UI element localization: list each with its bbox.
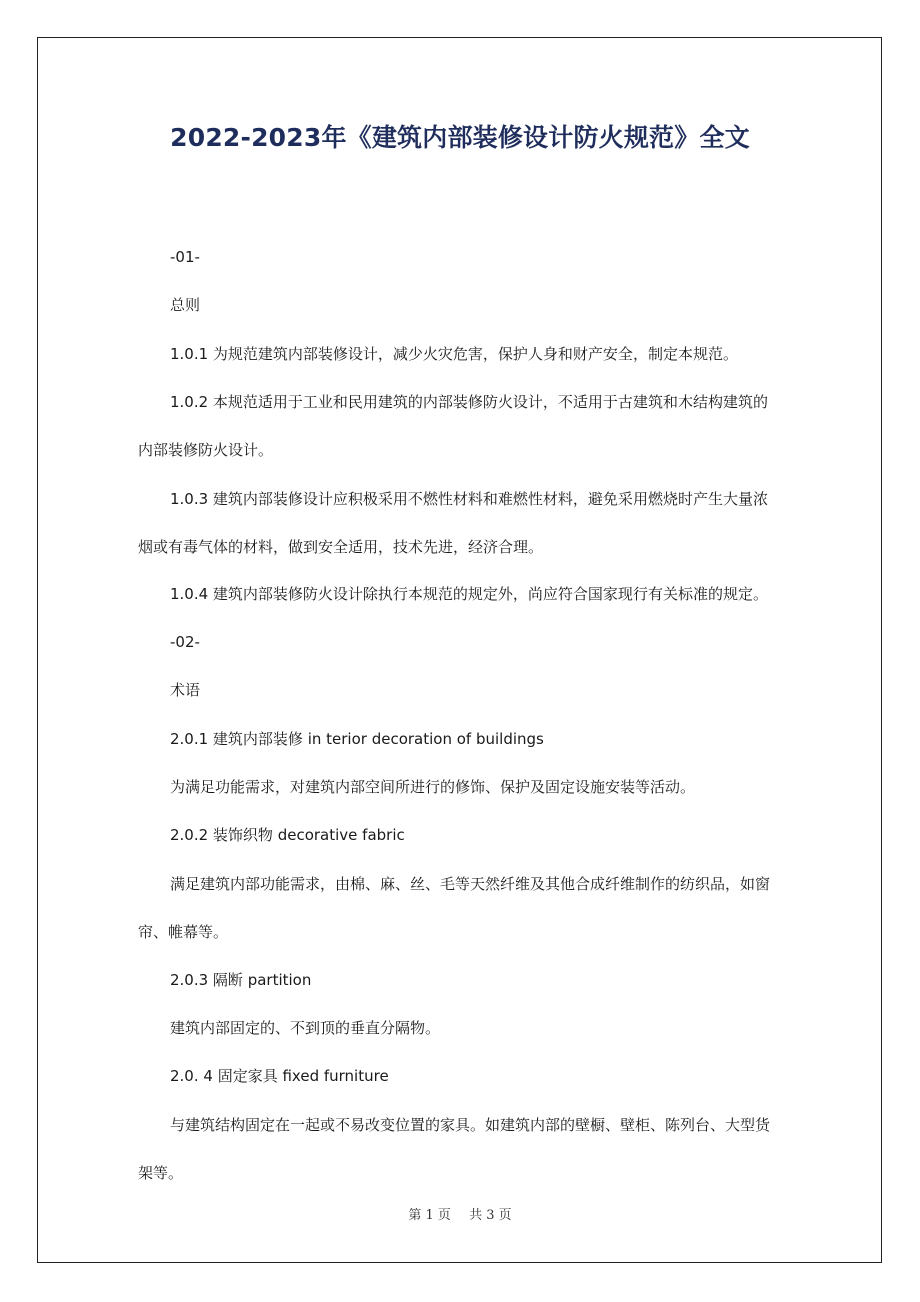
page-total: 共 3 页: [469, 1208, 512, 1223]
term-heading: 2.0.2 装饰织物 decorative fabric: [170, 826, 405, 844]
clause-text: 1.0.3 建筑内部装修设计应积极采用不燃性材料和难燃性材料，避免采用燃烧时产生大量浓: [170, 490, 768, 508]
definition-2-0-2: [138, 860, 788, 956]
clause-text-continued: 烟或有毒气体的材料，做到安全适用，技术先进，经济合理。: [138, 538, 544, 556]
term-2-0-4: [138, 1052, 788, 1100]
term-heading: 2.0.3 隔断 partition: [170, 971, 312, 989]
definition-text-continued: 帘、帷幕等。: [138, 923, 229, 941]
clause-1-0-3: [138, 475, 788, 571]
clause-1-0-1: [138, 330, 788, 378]
term-heading: 2.0. 4 固定家具 fixed furniture: [170, 1067, 389, 1085]
section-title: 术语: [170, 681, 201, 699]
definition-2-0-3: [138, 1004, 788, 1052]
clause-text: 1.0.2 本规范适用于工业和民用建筑的内部装修防火设计，不适用于古建筑和木结构建筑的: [170, 393, 768, 411]
clause-1-0-2: [138, 378, 788, 474]
section-heading-01: [138, 233, 788, 281]
section-number: -02-: [170, 633, 200, 651]
term-heading: 2.0.1 建筑内部装修 in terior decoration of buildings: [170, 730, 544, 748]
clause-1-0-4: [138, 570, 788, 618]
section-title: 总则: [170, 296, 201, 314]
definition-text: 建筑内部固定的、不到顶的垂直分隔物。: [170, 1019, 441, 1037]
definition-text: 为满足功能需求，对建筑内部空间所进行的修饰、保护及固定设施安装等活动。: [170, 778, 696, 796]
document-title: 2022-2023年《建筑内部装修设计防火规范》全文: [170, 123, 750, 152]
clause-text-continued: 内部装修防火设计。: [138, 441, 274, 459]
page-footer: [0, 1204, 920, 1223]
term-2-0-2: [138, 811, 788, 859]
definition-2-0-1: [138, 763, 788, 811]
definition-text: 满足建筑内部功能需求，由棉、麻、丝、毛等天然纤维及其他合成纤维制作的纺织品，如窗: [170, 875, 771, 893]
term-2-0-1: [138, 715, 788, 763]
definition-text: 与建筑结构固定在一起或不易改变位置的家具。如建筑内部的壁橱、壁柜、陈列台、大型货: [170, 1116, 771, 1134]
term-2-0-3: [138, 956, 788, 1004]
clause-text: 1.0.4 建筑内部装修防火设计除执行本规范的规定外，尚应符合国家现行有关标准的规定。: [170, 585, 768, 603]
section-number: -01-: [170, 248, 200, 266]
clause-text: 1.0.1 为规范建筑内部装修设计，减少火灾危害，保护人身和财产安全，制定本规范。: [170, 345, 738, 363]
section-heading-terms: [138, 666, 788, 714]
definition-2-0-4: [138, 1101, 788, 1197]
section-heading-general: [138, 281, 788, 329]
page-number: 第 1 页: [408, 1208, 451, 1223]
definition-text-continued: 架等。: [138, 1164, 184, 1182]
section-heading-02: [138, 618, 788, 666]
